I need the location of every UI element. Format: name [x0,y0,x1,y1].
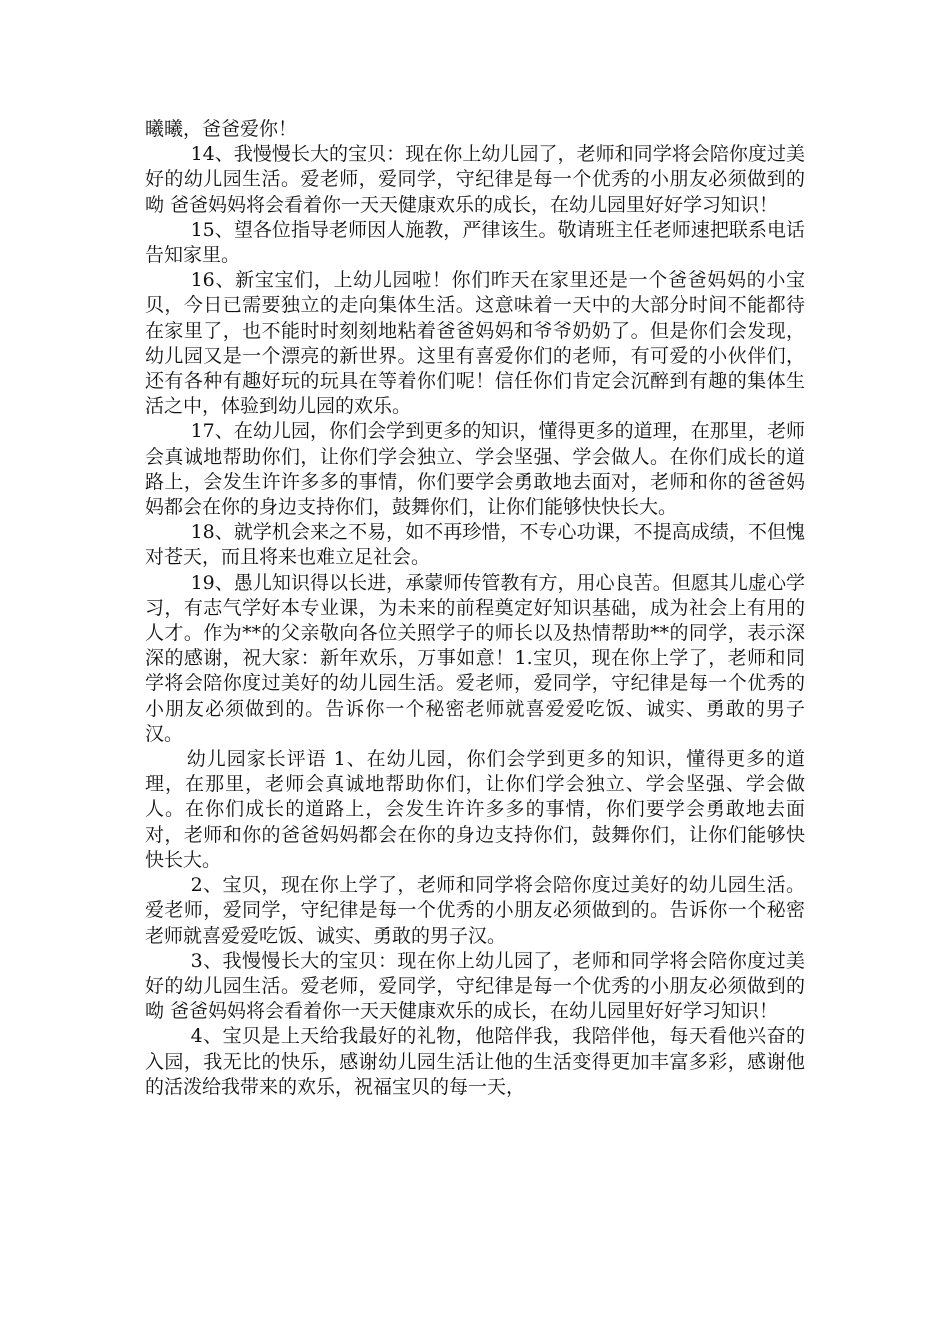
paragraph-3: 3、我慢慢长大的宝贝：现在你上幼儿园了，老师和同学将会陪你度过美好的幼儿园生活。爱老师，爱同学，守纪律是每一个优秀的小朋友必须做到的呦 爸爸妈妈将会看着你一天天健康欢乐的成长，在幼儿园里好好学习知识！ [145,949,805,1023]
paragraph-15: 15、望各位指导老师因人施教，严律该生。敬请班主任老师速把联系电话告知家里。 [145,218,805,267]
paragraph-19: 19、愚儿知识得以长进，承蒙师传管教有方，用心良苦。但愿其儿虚心学习，有志气学好本专业课，为未来的前程奠定好知识基础，成为社会上有用的人才。作为**的父亲敬向各位关照学子的师长以及热情帮助**的同学，表示深深的感谢，祝大家：新年欢乐，万事如意！1.宝贝，现在你上学了，老师和同学将会陪你度过美好的幼儿园生活。爱老师，爱同学，守纪律是每一个优秀的小朋友必须做到的。告诉你一个秘密老师就喜爱爱吃饭、诚实、勇敢的男子汉。 [145,571,805,745]
paragraph-2: 2、宝贝，现在你上学了，老师和同学将会陪你度过美好的幼儿园生活。爱老师，爱同学，守纪律是每一个优秀的小朋友必须做到的。告诉你一个秘密老师就喜爱爱吃饭、诚实、勇敢的男子汉。 [145,874,805,947]
paragraph-17: 17、在幼儿园，你们会学到更多的知识，懂得更多的道理，在那里，老师会真诚地帮助你们，让你们学会独立、学会坚强、学会做人。在你们成长的道路上，会发生许许多多的事情，你们要学会勇敢地去面对，老师和你的爸爸妈妈都会在你的身边支持你们，鼓舞你们，让你们能够快快长大。 [145,420,805,519]
paragraph-18: 18、就学机会来之不易，如不再珍惜，不专心功课，不提高成绩，不但愧对苍天，而且将来也难立足社会。 [145,521,805,569]
paragraph-14: 14、我慢慢长大的宝贝：现在你上幼儿园了，老师和同学将会陪你度过美好的幼儿园生活。爱老师，爱同学，守纪律是每一个优秀的小朋友必须做到的呦 爸爸妈妈将会看着你一天天健康欢乐的成长，在幼儿园里好好学习知识！ [145,143,805,216]
paragraph-16: 16、新宝宝们，上幼儿园啦！你们昨天在家里还是一个爸爸妈妈的小宝贝，今日已需要独立的走向集体生活。这意味着一天中的大部分时间不能都待在家里了，也不能时时刻刻地粘着爸爸妈妈和爷爷奶奶了。但是你们会发现，幼儿园又是一个漂亮的新世界。这里有喜爱你们的老师，有可爱的小伙伴们，还有各种有趣好玩的玩具在等着你们呢！信任你们肯定会沉醉到有趣的集体生活之中，体验到幼儿园的欢乐。 [145,269,805,418]
paragraph-4: 4、宝贝是上天给我最好的礼物，他陪伴我，我陪伴他，每天看他兴奋的入园，我无比的快乐，感谢幼儿园生活让他的生活变得更加丰富多彩，感谢他的活泼给我带来的欢乐，祝福宝贝的每一天， [145,1025,805,1098]
paragraph-section-heading-1: 幼儿园家长评语 1、在幼儿园，你们会学到更多的知识，懂得更多的道理，在那里，老师会真诚地帮助你们，让你们学会独立、学会坚强、学会做人。在你们成长的道路上，会发生许许多多的事情，你们要学会勇敢地去面对，老师和你的爸爸妈妈都会在你的身边支持你们，鼓舞你们，让你们能够快快长大。 [145,748,805,871]
paragraph-continuation: 曦曦，爸爸爱你！ [145,118,298,140]
document-body [145,117,805,1100]
